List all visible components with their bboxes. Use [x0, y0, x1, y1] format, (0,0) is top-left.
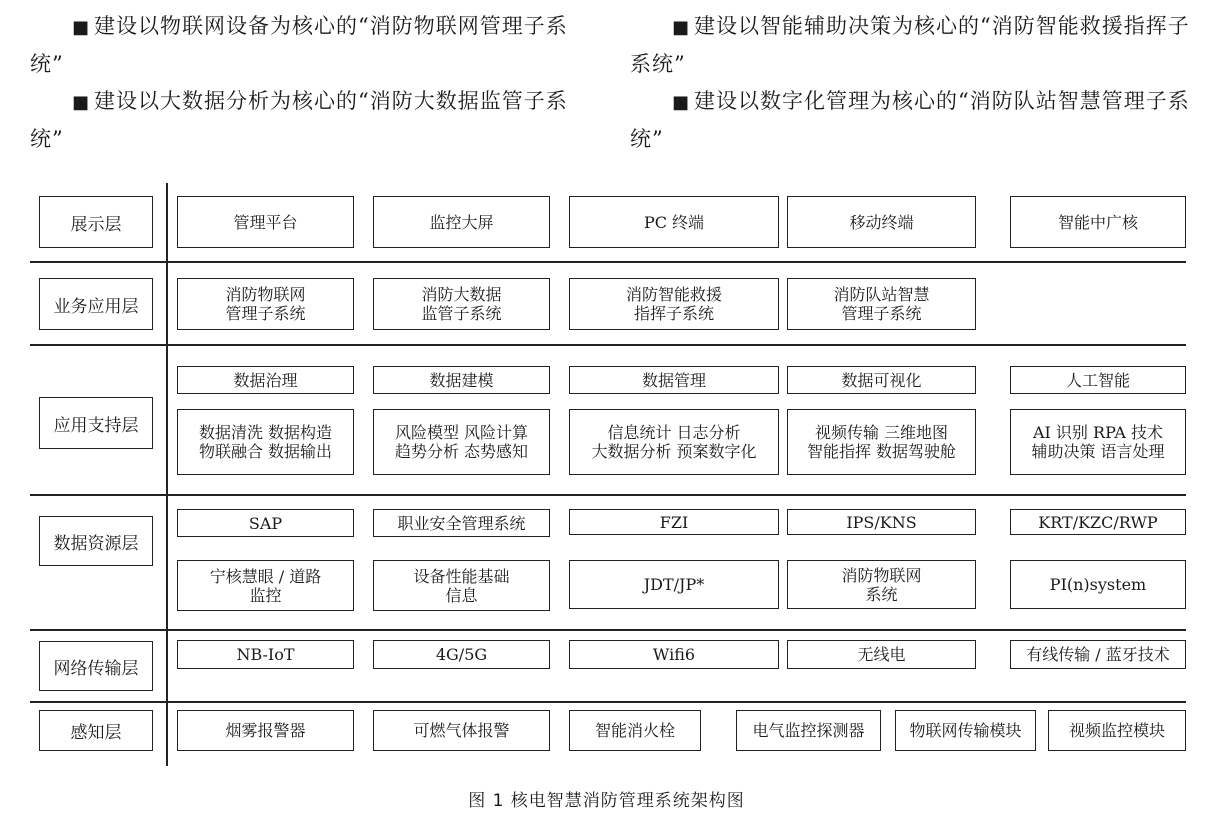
perception-box: 物联网传输模块	[895, 710, 1036, 751]
support-detail-box: 信息统计 日志分析 大数据分析 预案数字化	[569, 409, 779, 475]
perception-box: 可燃气体报警	[373, 710, 550, 751]
perception-box: 电气监控探测器	[736, 710, 881, 751]
resource-detail-box: 宁核慧眼 / 道路 监控	[177, 560, 354, 611]
perception-box: 智能消火栓	[569, 710, 701, 751]
network-box: NB-IoT	[177, 640, 354, 669]
bullet-text: 建设以物联网设备为核心的“消防物联网管理子系统”	[30, 14, 568, 76]
business-box: 消防队站智慧 管理子系统	[787, 278, 976, 330]
row-divider	[30, 344, 1186, 346]
resource-header-box: KRT/KZC/RWP	[1010, 509, 1186, 535]
layer-label-data-resource: 数据资源层	[39, 516, 153, 566]
presentation-box: 移动终端	[787, 196, 976, 248]
square-bullet-icon: ■	[72, 17, 91, 38]
support-header-box: 数据治理	[177, 366, 354, 394]
resource-detail-box: PI(n)system	[1010, 560, 1186, 609]
column-divider	[166, 183, 168, 766]
resource-header-box: FZI	[569, 509, 779, 535]
resource-detail-box: JDT/JP*	[569, 560, 779, 609]
square-bullet-icon: ■	[672, 92, 691, 113]
business-box: 消防智能救援 指挥子系统	[569, 278, 779, 330]
resource-detail-box: 消防物联网 系统	[787, 560, 976, 609]
perception-box: 烟雾报警器	[177, 710, 354, 751]
presentation-box: 管理平台	[177, 196, 354, 248]
business-box: 消防大数据 监管子系统	[373, 278, 550, 330]
resource-detail-box: 设备性能基础 信息	[373, 560, 550, 611]
business-box: 消防物联网 管理子系统	[177, 278, 354, 330]
row-divider	[30, 701, 1186, 703]
presentation-box: PC 终端	[569, 196, 779, 248]
presentation-box: 智能中广核	[1010, 196, 1186, 248]
network-box: Wifi6	[569, 640, 779, 669]
support-header-box: 人工智能	[1010, 366, 1186, 394]
square-bullet-icon: ■	[72, 92, 91, 113]
row-divider	[30, 494, 1186, 496]
layer-label-network: 网络传输层	[39, 641, 153, 691]
network-box: 有线传输 / 蓝牙技术	[1010, 640, 1186, 669]
perception-box: 视频监控模块	[1048, 710, 1186, 751]
layer-label-presentation: 展示层	[39, 196, 153, 248]
presentation-box: 监控大屏	[373, 196, 550, 248]
square-bullet-icon: ■	[672, 17, 691, 38]
bullet-text: 建设以智能辅助决策为核心的“消防智能救援指挥子系统”	[630, 14, 1190, 76]
resource-header-box: SAP	[177, 509, 354, 537]
resource-header-box: IPS/KNS	[787, 509, 976, 535]
support-detail-box: 风险模型 风险计算 趋势分析 态势感知	[373, 409, 550, 475]
figure-caption: 图 1 核电智慧消防管理系统架构图	[468, 791, 745, 811]
layer-label-business: 业务应用层	[39, 278, 153, 330]
support-header-box: 数据可视化	[787, 366, 976, 394]
bullet-text: 建设以大数据分析为核心的“消防大数据监管子系统”	[30, 89, 568, 151]
network-box: 4G/5G	[373, 640, 550, 669]
layer-label-perception: 感知层	[39, 710, 153, 751]
resource-header-box: 职业安全管理系统	[373, 509, 550, 537]
row-divider	[30, 629, 1186, 631]
support-detail-box: 视频传输 三维地图 智能指挥 数据驾驶舱	[787, 409, 976, 475]
support-detail-box: 数据清洗 数据构造 物联融合 数据输出	[177, 409, 354, 475]
layer-label-app-support: 应用支持层	[39, 397, 153, 449]
bullet-text: 建设以数字化管理为核心的“消防队站智慧管理子系统”	[630, 89, 1190, 151]
support-header-box: 数据建模	[373, 366, 550, 394]
support-detail-box: AI 识别 RPA 技术 辅助决策 语言处理	[1010, 409, 1186, 475]
row-divider	[30, 261, 1186, 263]
network-box: 无线电	[787, 640, 976, 669]
support-header-box: 数据管理	[569, 366, 779, 394]
